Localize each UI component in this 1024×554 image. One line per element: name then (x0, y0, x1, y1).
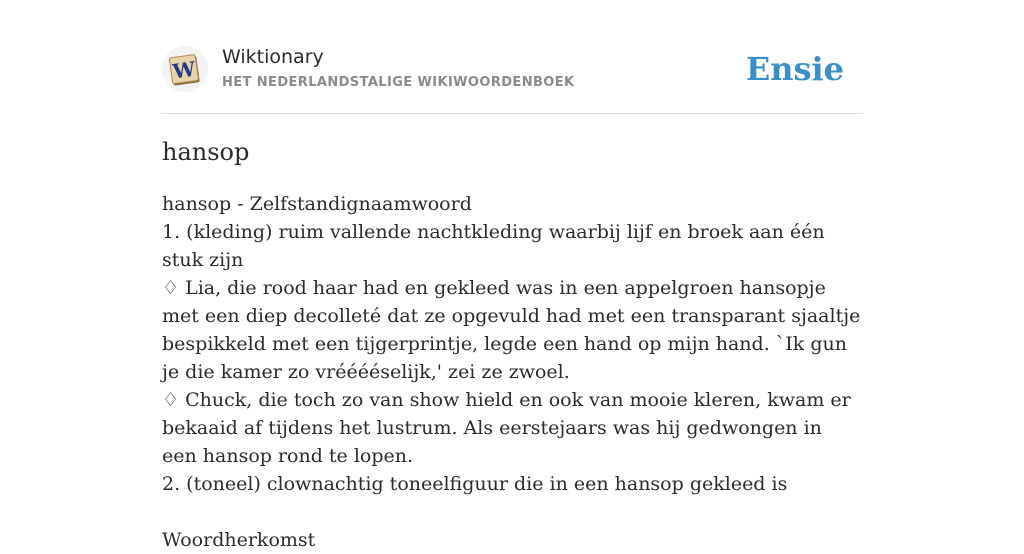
content-container (162, 44, 862, 551)
section-heading-etymology: Woordherkomst (162, 529, 316, 551)
page-title: hansop (162, 138, 250, 166)
paragraph-spacer (162, 498, 862, 526)
word-type-line: hansop - Zelfstandignaamwoord (162, 193, 472, 215)
brand-logo-link[interactable]: Ensie (745, 50, 844, 88)
definition-2: 2. (toneel) clownachtig toneelfiguur die in een hansop gekleed is (162, 473, 788, 495)
logo-letter: W (171, 56, 197, 84)
example-1: ♢ Lia, die rood haar had en gekleed was in een appelgroen hansopje met een diep decolleté dat ze opgevuld had met een transparant sjaaltje bespikkeld met een tijgerprintje, legde een hand op mijn hand. `Ik gun je die kamer zo vrééééselijk,' zei ze zwoel. (162, 277, 861, 383)
definition-body (162, 190, 862, 554)
example-2: ♢ Chuck, die toch zo van show hield en ook van mooie kleren, kwam er bekaaid af tijdens het lustrum. Als eerstejaars was hij gedwongen in een hansop rond te lopen. (162, 389, 851, 467)
site-header (162, 44, 862, 114)
wiktionary-logo-icon[interactable] (162, 46, 208, 92)
site-name[interactable]: Wiktionary (222, 46, 324, 68)
site-tagline: HET NEDERLANDSTALIGE WIKIWOORDENBOEK (222, 75, 575, 90)
definition-1: 1. (kleding) ruim vallende nachtkleding waarbij lijf en broek aan één stuk zijn (162, 221, 825, 271)
